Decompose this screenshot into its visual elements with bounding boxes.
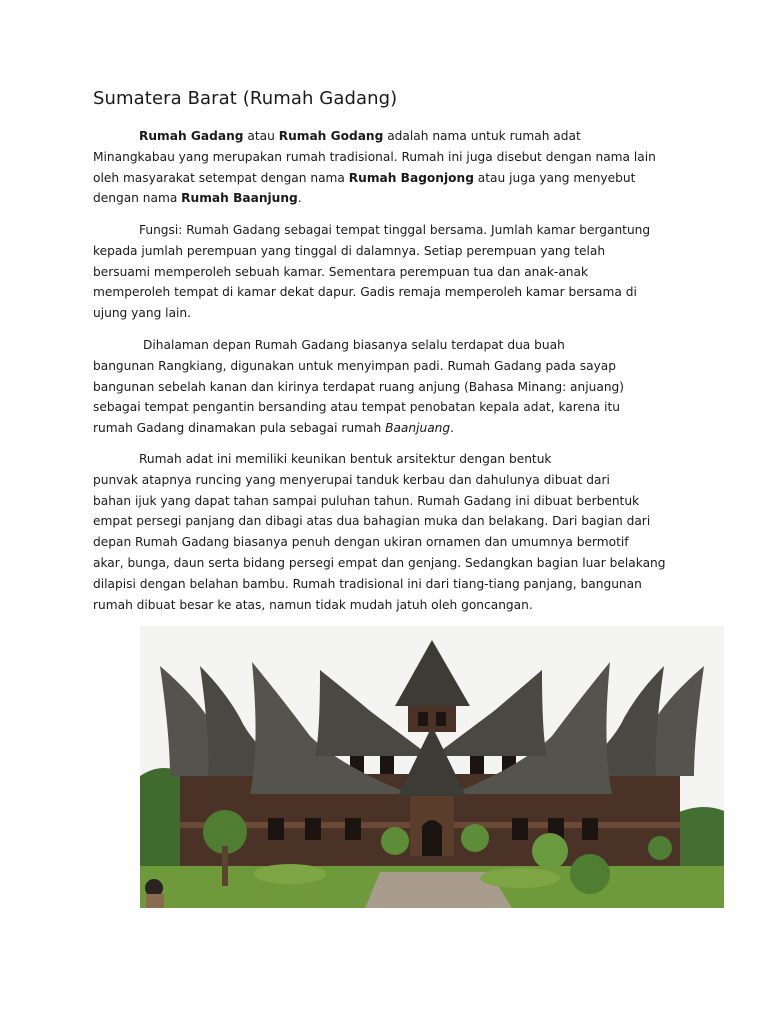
paragraph-line: [93, 449, 683, 470]
text-run: punvak atapnya runcing yang menyerupai tanduk kerbau dan dahulunya dibuat dari: [93, 472, 610, 487]
text-run: ujung yang lain.: [93, 306, 192, 321]
paragraph-line: [93, 397, 683, 418]
paragraph-line: [93, 377, 683, 398]
paragraph-line: [93, 595, 683, 616]
text-run: adalah nama untuk rumah adat: [383, 129, 581, 143]
text-run: bangunan Rangkiang, digunakan untuk menyimpan padi. Rumah Gadang pada sayap: [93, 358, 616, 373]
text-run: bahan ijuk yang dapat tahan sampai puluhan tahun. Rumah Gadang ini dibuat berbentuk: [93, 493, 640, 508]
paragraph-line: [93, 303, 683, 324]
paragraph-line: [93, 470, 683, 491]
text-run: Rumah adat ini memiliki keunikan bentuk arsitektur dengan bentuk: [139, 452, 552, 466]
text-run: .: [297, 191, 302, 206]
paragraph-function: [93, 220, 683, 324]
paragraph-line: [93, 553, 683, 574]
paragraph-line: [93, 532, 683, 553]
paragraph-line: [93, 574, 683, 595]
text-run: depan Rumah Gadang biasanya penuh dengan ukiran ornamen dan umumnya bermotif: [93, 535, 629, 550]
text-run: atau: [243, 129, 279, 143]
bold-text: Rumah Gadang: [139, 129, 244, 143]
text-run: dilapisi dengan belahan bambu. Rumah tradisional ini dari tiang-tiang panjang, bangunan: [93, 576, 642, 591]
paragraph-line: [93, 241, 683, 262]
text-run: .: [450, 421, 455, 436]
paragraph-line: [93, 511, 683, 532]
text-run: bersuami memperoleh sebuah kamar. Sementara perempuan tua dan anak-anak: [93, 264, 589, 279]
paragraph-line: [93, 147, 683, 168]
paragraph-line: [93, 168, 683, 189]
italic-text: Baanjuang: [385, 421, 451, 436]
paragraph-line: [93, 262, 683, 283]
text-run: sebagai tempat pengantin bersanding atau tempat penobatan kepala adat, karena itu: [93, 400, 620, 415]
paragraph-line: [93, 356, 683, 377]
text-run: rumah dibuat besar ke atas, namun tidak mudah jatuh oleh goncangan.: [93, 597, 533, 612]
text-run: memperoleh tempat di kamar dekat dapur. Gadis remaja memperoleh kamar bersama di: [93, 285, 637, 300]
paragraph-rangkiang: [93, 335, 683, 439]
paragraph-line: [93, 418, 683, 439]
page-title: Sumatera Barat (Rumah Gadang): [93, 88, 398, 109]
bold-text: Rumah Bagonjong: [348, 170, 474, 185]
paragraph-line: [93, 282, 683, 303]
text-run: Dihalaman depan Rumah Gadang biasanya selalu terdapat dua buah: [143, 338, 565, 352]
paragraph-line: [93, 220, 683, 241]
paragraph-architecture: [93, 449, 683, 615]
rumah-gadang-photo: [140, 626, 724, 908]
text-run: rumah Gadang dinamakan pula sebagai rumah: [93, 421, 386, 436]
text-run: bangunan sebelah kanan dan kirinya terdapat ruang anjung (Bahasa Minang: anjuang): [93, 379, 625, 394]
bold-text: Rumah Baanjung: [181, 191, 298, 206]
paragraph-intro: [93, 126, 683, 209]
text-run: Minangkabau yang merupakan rumah tradisional. Rumah ini juga disebut dengan nama lain: [93, 149, 656, 164]
text-run: kepada jumlah perempuan yang tinggal di dalamnya. Setiap perempuan yang telah: [93, 243, 606, 258]
text-run: akar, bunga, daun serta bidang persegi empat dan genjang. Sedangkan bagian luar belakang: [93, 555, 666, 570]
text-run: dengan nama: [93, 191, 182, 206]
text-run: Fungsi: Rumah Gadang sebagai tempat tinggal bersama. Jumlah kamar bergantung: [139, 223, 651, 237]
paragraph-line: [93, 126, 683, 147]
paragraph-line: [93, 491, 683, 512]
text-run: empat persegi panjang dan dibagi atas dua bahagian muka dan belakang. Dari bagian dari: [93, 514, 651, 529]
paragraph-line: [93, 188, 683, 209]
bold-text: Rumah Godang: [278, 129, 384, 143]
text-run: oleh masyarakat setempat dengan nama: [93, 170, 349, 185]
paragraph-line: [93, 335, 683, 356]
text-run: atau juga yang menyebut: [473, 170, 636, 185]
